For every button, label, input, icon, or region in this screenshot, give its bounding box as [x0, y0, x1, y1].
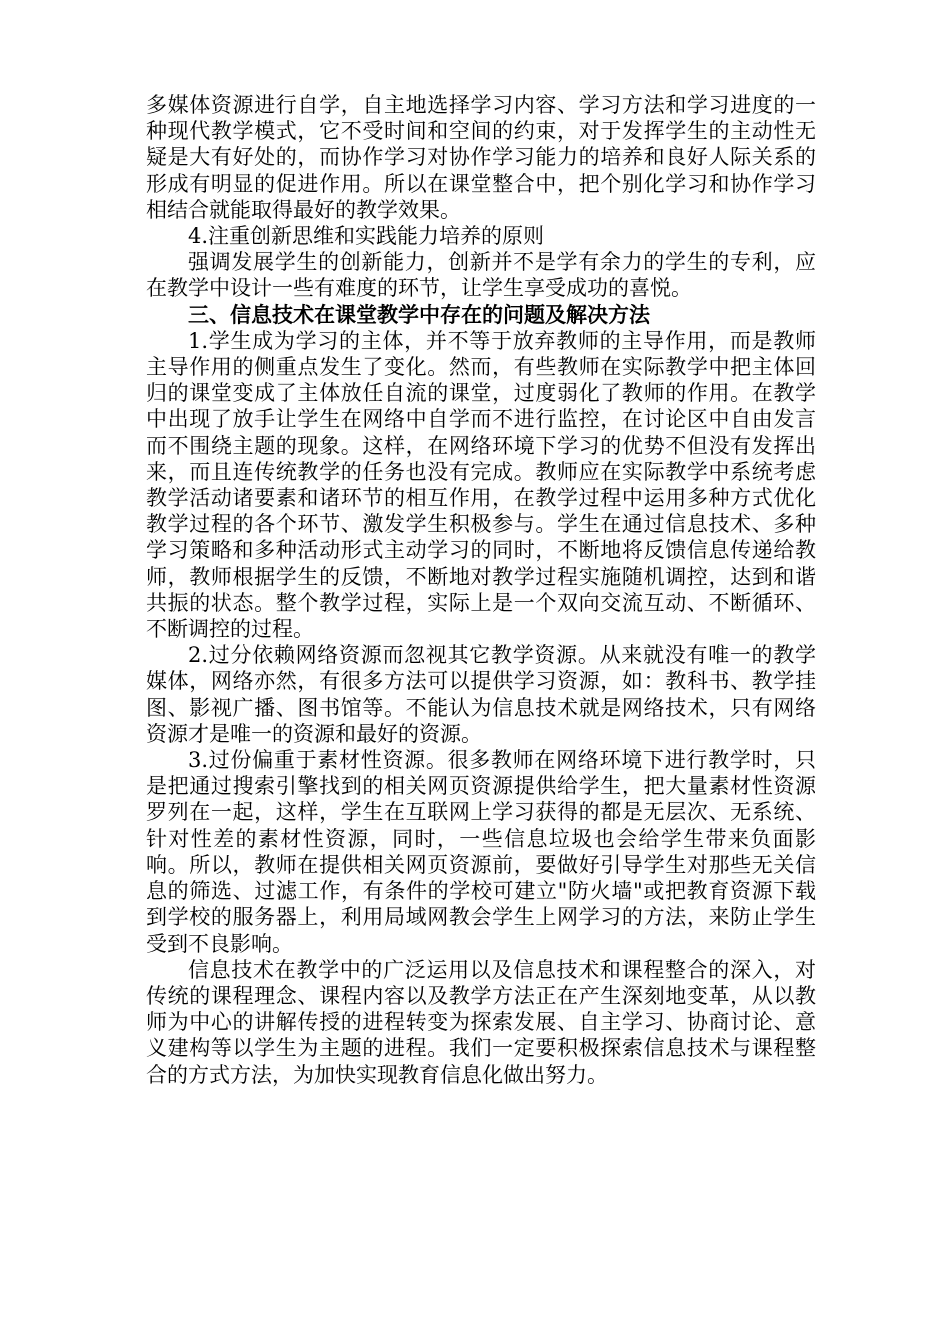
- paragraph-2: 4.注重创新思维和实践能力培养的原则: [188, 224, 545, 249]
- paragraph-1: 多媒体资源进行自学，自主地选择学习内容、学习方法和学习进度的一种现代教学模式，它不受时间和空间的约束，对于发挥学生的主动性无疑是大有好处的，而协作学习对协作学习能力的培养和良好人际关系的形成有明显的促进作用。所以在课堂整合中，把个别化学习和协作学习相结合就能取得最好的教学效果。: [146, 93, 816, 222]
- paragraph-6: 3.过份偏重于素材性资源。很多教师在网络环境下进行教学时，只是把通过搜索引擎找到的相关网页资源提供给学生，把大量素材性资源罗列在一起，这样，学生在互联网上学习获得的都是无层次、无系统、针对性差的素材性资源，同时，一些信息垃圾也会给学生带来负面影响。所以，教师在提供相关网页资源前，要做好引导学生对那些无关信息的筛选、过滤工作，有条件的学校可建立"防火墙"或把教育资源下载到学校的服务器上，利用局域网教会学生上网学习的方法，来防止学生受到不良影响。: [146, 748, 816, 956]
- paragraph-5: 2.过分依赖网络资源而忽视其它教学资源。从来就没有唯一的教学媒体，网络亦然，有很多方法可以提供学习资源，如：教科书、教学挂图、影视广播、图书馆等。不能认为信息技术就是网络技术，只有网络资源才是唯一的资源和最好的资源。: [146, 643, 816, 746]
- document-page: [146, 92, 816, 1088]
- paragraph-4: 1.学生成为学习的主体，并不等于放弃教师的主导作用，而是教师主导作用的侧重点发生了变化。然而，有些教师在实际教学中把主体回归的课堂变成了主体放任自流的课堂，过度弱化了教师的作用。在教学中出现了放手让学生在网络中自学而不进行监控，在讨论区中自由发言而不围绕主题的现象。这样，在网络环境下学习的优势不但没有发挥出来，而且连传统教学的任务也没有完成。教师应在实际教学中系统考虑教学活动诸要素和诸环节的相互作用，在教学过程中运用多种方式优化教学过程的各个环节、激发学生积极参与。学生在通过信息技术、多种学习策略和多种活动形式主动学习的同时，不断地将反馈信息传递给教师，教师根据学生的反馈，不断地对教学过程实施随机调控，达到和谐共振的状态。整个教学过程，实际上是一个双向交流互动、不断循环、不断调控的过程。: [146, 328, 816, 642]
- paragraph-3: 强调发展学生的创新能力，创新并不是学有余力的学生的专利，应在教学中设计一些有难度的环节，让学生享受成功的喜悦。: [146, 250, 816, 301]
- section-heading: 三、信息技术在课堂教学中存在的问题及解决方法: [188, 301, 650, 327]
- paragraph-7: 信息技术在教学中的广泛运用以及信息技术和课程整合的深入，对传统的课程理念、课程内容以及教学方法正在产生深刻地变革，从以教师为中心的讲解传授的进程转变为探索发展、自主学习、协商讨论、意义建构等以学生为主题的进程。我们一定要积极探索信息技术与课程整合的方式方法，为加快实现教育信息化做出努力。: [146, 957, 816, 1087]
